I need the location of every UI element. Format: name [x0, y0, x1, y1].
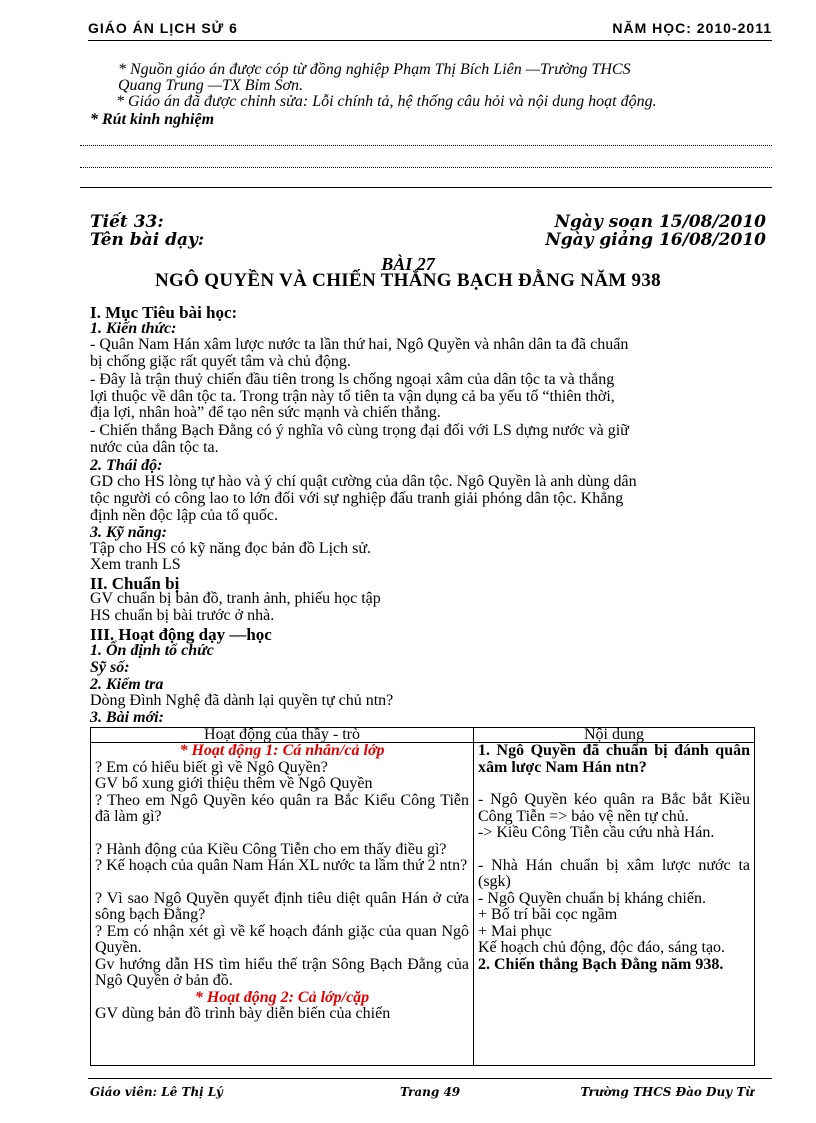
question-line: Gv hướng dẫn HS tìm hiểu thế trận Sông Bạch Đằng của Ngô Quyền ở bản đồ.	[95, 955, 469, 989]
heading-bai-moi: 3. Bài mới:	[90, 709, 164, 726]
lesson-title: NGÔ QUYỀN VÀ CHIẾN THẮNG BẠCH ĐẰNG NĂM 938	[155, 270, 661, 291]
content-line: Kế hoạch chủ động, độc đáo, sáng tạo.	[478, 939, 726, 956]
content-line: - Ngô Quyền kéo quân ra Bắc bắt Kiều Công Tiễn => bảo vệ nền tự chủ.	[478, 791, 750, 825]
separator-rule	[80, 187, 772, 188]
header-right: NĂM HỌC: 2010-2011	[612, 20, 772, 36]
ngay-giang: Ngày giảng 16/08/2010	[545, 230, 766, 250]
content-line: + Bố trí bãi cọc ngầm	[478, 906, 618, 923]
footer-teacher: Giáo viên: Lê Thị Lý	[90, 1085, 223, 1099]
activity-1-heading: * Hoạt động 1: Cá nhân/cả lớp	[179, 742, 385, 759]
tiet-label: Tiết 33:	[90, 212, 164, 232]
kien-thuc-2b: lợi thuộc về dân tộc ta. Trong trận này tổ tiên ta vận dụng cả ba yếu tố “thiên thời,	[90, 388, 615, 405]
header-rule	[88, 40, 772, 41]
rut-kinh-nghiem: * Rút kinh nghiệm	[90, 111, 215, 128]
dotted-line-2	[80, 167, 772, 168]
col-header-content: Nội dung	[474, 728, 755, 743]
question-line: GV bổ xung giới thiệu thêm về Ngô Quyền	[95, 775, 373, 792]
thai-do-3: định nền độc lập của tổ quốc.	[90, 507, 278, 524]
col-header-teacher-student: Hoạt động của thầy - trò	[91, 728, 474, 743]
kien-thuc-2a: - Đây là trận thuỷ chiến đầu tiên trong ls chống ngoại xâm của dân tộc ta và thắng	[90, 371, 615, 388]
footer-page: Trang 49	[400, 1085, 461, 1099]
activity-2-heading: * Hoạt động 2: Cả lớp/cặp	[194, 988, 370, 1006]
ten-bai-label: Tên bài dạy:	[90, 230, 205, 250]
content-heading-1: 1. Ngô Quyền đã chuẩn bị đánh quân xâm lược Nam Hán ntn?	[478, 742, 750, 776]
chuan-bi-1: GV chuẩn bị bản đồ, tranh ảnh, phiếu học tập	[90, 590, 381, 607]
kien-thuc-1b: bị chống giặc rất quyết tâm và chủ động.	[90, 353, 351, 370]
ky-nang-1: Tập cho HS có kỹ năng đọc bản đồ Lịch sử.	[90, 540, 372, 557]
footer-school: Trường THCS Đào Duy Từ	[580, 1085, 754, 1099]
section-muc-tieu: I. Mục Tiêu bài học:	[90, 303, 238, 322]
heading-on-dinh: 1. Ổn định tổ chức	[90, 642, 214, 659]
question-line: ? Kế hoạch của quân Nam Hán XL nước ta lầm thứ 2 ntn?	[95, 857, 468, 874]
thai-do-2: tộc người có công lao to lớn đối với sự nghiệp đấu tranh giải phóng dân tộc. Khẳng	[90, 490, 624, 507]
content-cell	[474, 743, 755, 1066]
kien-thuc-1a: - Quân Nam Hán xâm lược nước ta lần thứ hai, Ngô Quyền và nhân dân ta đã chuẩn	[90, 336, 629, 353]
table-header-row	[91, 728, 755, 743]
note-line-2: Quang Trung —TX Bỉm Sơn.	[118, 77, 304, 94]
section-chuan-bi: II. Chuẩn bị	[90, 574, 180, 593]
question-line: ? Theo em Ngô Quyền kéo quân ra Bắc Kiểu Công Tiễn đã làm gì?	[95, 791, 469, 825]
kien-thuc-2c: địa lợi, nhân hoà” để tạo nên sức mạnh và chiến thắng.	[90, 404, 441, 421]
kien-thuc-3b: nước của dân tộc ta.	[90, 439, 219, 456]
kien-thuc-3a: - Chiến thắng Bạch Đằng có ý nghĩa vô cùng trọng đại đối với LS dựng nước và giữ	[90, 422, 629, 439]
note-line-3: * Giáo án đã được chỉnh sửa: Lỗi chính tả, hệ thống câu hỏi và nội dung hoạt động.	[116, 93, 657, 110]
heading-thai-do: 2. Thái độ:	[90, 457, 163, 474]
content-line: + Mai phục	[478, 922, 552, 940]
content-line: -> Kiều Công Tiễn cầu cứu nhà Hán.	[478, 824, 715, 841]
teacher-student-cell	[91, 743, 474, 1066]
question-line: GV dùng bản đồ trình bày diễn biến của chiến	[95, 1005, 391, 1022]
chuan-bi-2: HS chuẩn bị bài trước ở nhà.	[90, 607, 275, 624]
content-heading-2: 2. Chiến thắng Bạch Đằng năm 938.	[478, 955, 724, 973]
heading-si-so: Sỹ số:	[90, 659, 130, 676]
heading-kien-thuc: 1. Kiến thức:	[90, 320, 177, 337]
content-line: - Ngô Quyền chuẩn bị kháng chiến.	[478, 889, 706, 907]
header-left: GIÁO ÁN LỊCH SỬ 6	[88, 20, 238, 36]
section-hoat-dong: III. Hoạt động dạy —học	[90, 625, 272, 644]
note-line-1: * Nguồn giáo án được cóp từ đồng nghiệp Phạm Thị Bích Liên —Trường THCS	[118, 61, 631, 78]
question-line: ? Em có hiểu biết gì về Ngô Quyền?	[95, 758, 328, 776]
question-line: ? Hành động của Kiều Công Tiễn cho em thấy điều gì?	[95, 840, 447, 858]
table-row	[91, 743, 755, 1066]
content-line: - Nhà Hán chuẩn bị xâm lược nước ta (sgk)	[478, 856, 750, 890]
dotted-line-1	[80, 145, 772, 146]
footer-rule	[88, 1078, 772, 1079]
ky-nang-2: Xem tranh LS	[90, 556, 181, 573]
question-line: ? Vì sao Ngô Quyền quyết định tiêu diệt quân Hán ở cửa sông bạch Đằng?	[95, 889, 469, 923]
question-line: ? Em có nhận xét gì về kế hoạch đánh giặc của quan Ngô Quyền.	[95, 922, 469, 956]
heading-ky-nang: 3. Kỹ năng:	[90, 524, 167, 541]
lesson-number: BÀI 27	[381, 254, 435, 274]
heading-kiem-tra: 2. Kiểm tra	[90, 676, 164, 693]
thai-do-1: GD cho HS lòng tự hào và ý chí quật cường của dân tộc. Ngô Quyền là anh dùng dân	[90, 473, 637, 490]
ngay-soan: Ngày soạn 15/08/2010	[554, 212, 766, 232]
activity-table	[90, 727, 755, 1066]
kiem-tra-question: Dòng Đình Nghệ đã dành lại quyền tự chủ ntn?	[90, 692, 394, 709]
